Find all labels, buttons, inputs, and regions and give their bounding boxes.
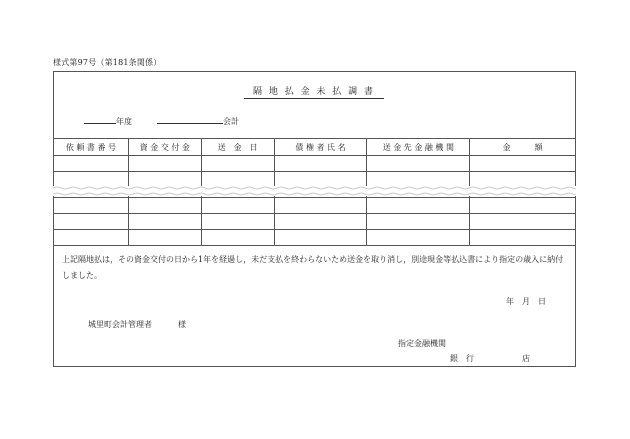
fiscal-year-label: 年度	[116, 117, 132, 126]
header-remittance-date: 送 金 日	[201, 139, 274, 156]
addressee-name: 城里町会計管理者	[88, 320, 152, 329]
table-header-row	[54, 139, 576, 156]
table-row	[54, 198, 576, 214]
fiscal-year-field	[84, 116, 132, 127]
addressee-honorific: 様	[178, 320, 186, 329]
bank-branch-line	[450, 353, 530, 364]
document-frame	[53, 71, 576, 367]
form-number: 様式第97号（第181条関係）	[53, 58, 162, 67]
account-blank	[157, 123, 223, 124]
header-request-number: 依 頼 書 番 号	[54, 139, 129, 156]
bank-suffix: 銀 行	[450, 354, 474, 363]
header-destination-bank: 送 金 先 金 融 機 関	[367, 139, 470, 156]
table-row	[54, 230, 576, 246]
header-fund-grant: 資 金 交 付 金	[128, 139, 201, 156]
table-omission-break	[53, 186, 576, 196]
header-creditor-name: 債 権 者 氏 名	[274, 139, 367, 156]
wavy-break-icon	[53, 186, 576, 196]
fiscal-year-blank	[84, 123, 116, 124]
account-field	[157, 116, 239, 127]
date-line: 年 月 日	[506, 297, 546, 306]
table-row	[54, 214, 576, 230]
document-title: 隔 地 払 金 未 払 調 書	[244, 84, 384, 99]
header-amount: 金 額	[470, 139, 576, 156]
branch-suffix: 店	[522, 354, 530, 363]
notice-text: 上記隔地払は，その資金交付の日から1年を経過し，未だ支払を終わらないため送金を取り消し，別途現金等払込書により指定の歳入に納付しました。	[62, 255, 564, 280]
account-label: 会計	[223, 117, 239, 126]
table-row	[54, 156, 576, 172]
addressee	[88, 319, 186, 330]
designated-bank-label: 指定金融機関	[398, 339, 446, 348]
